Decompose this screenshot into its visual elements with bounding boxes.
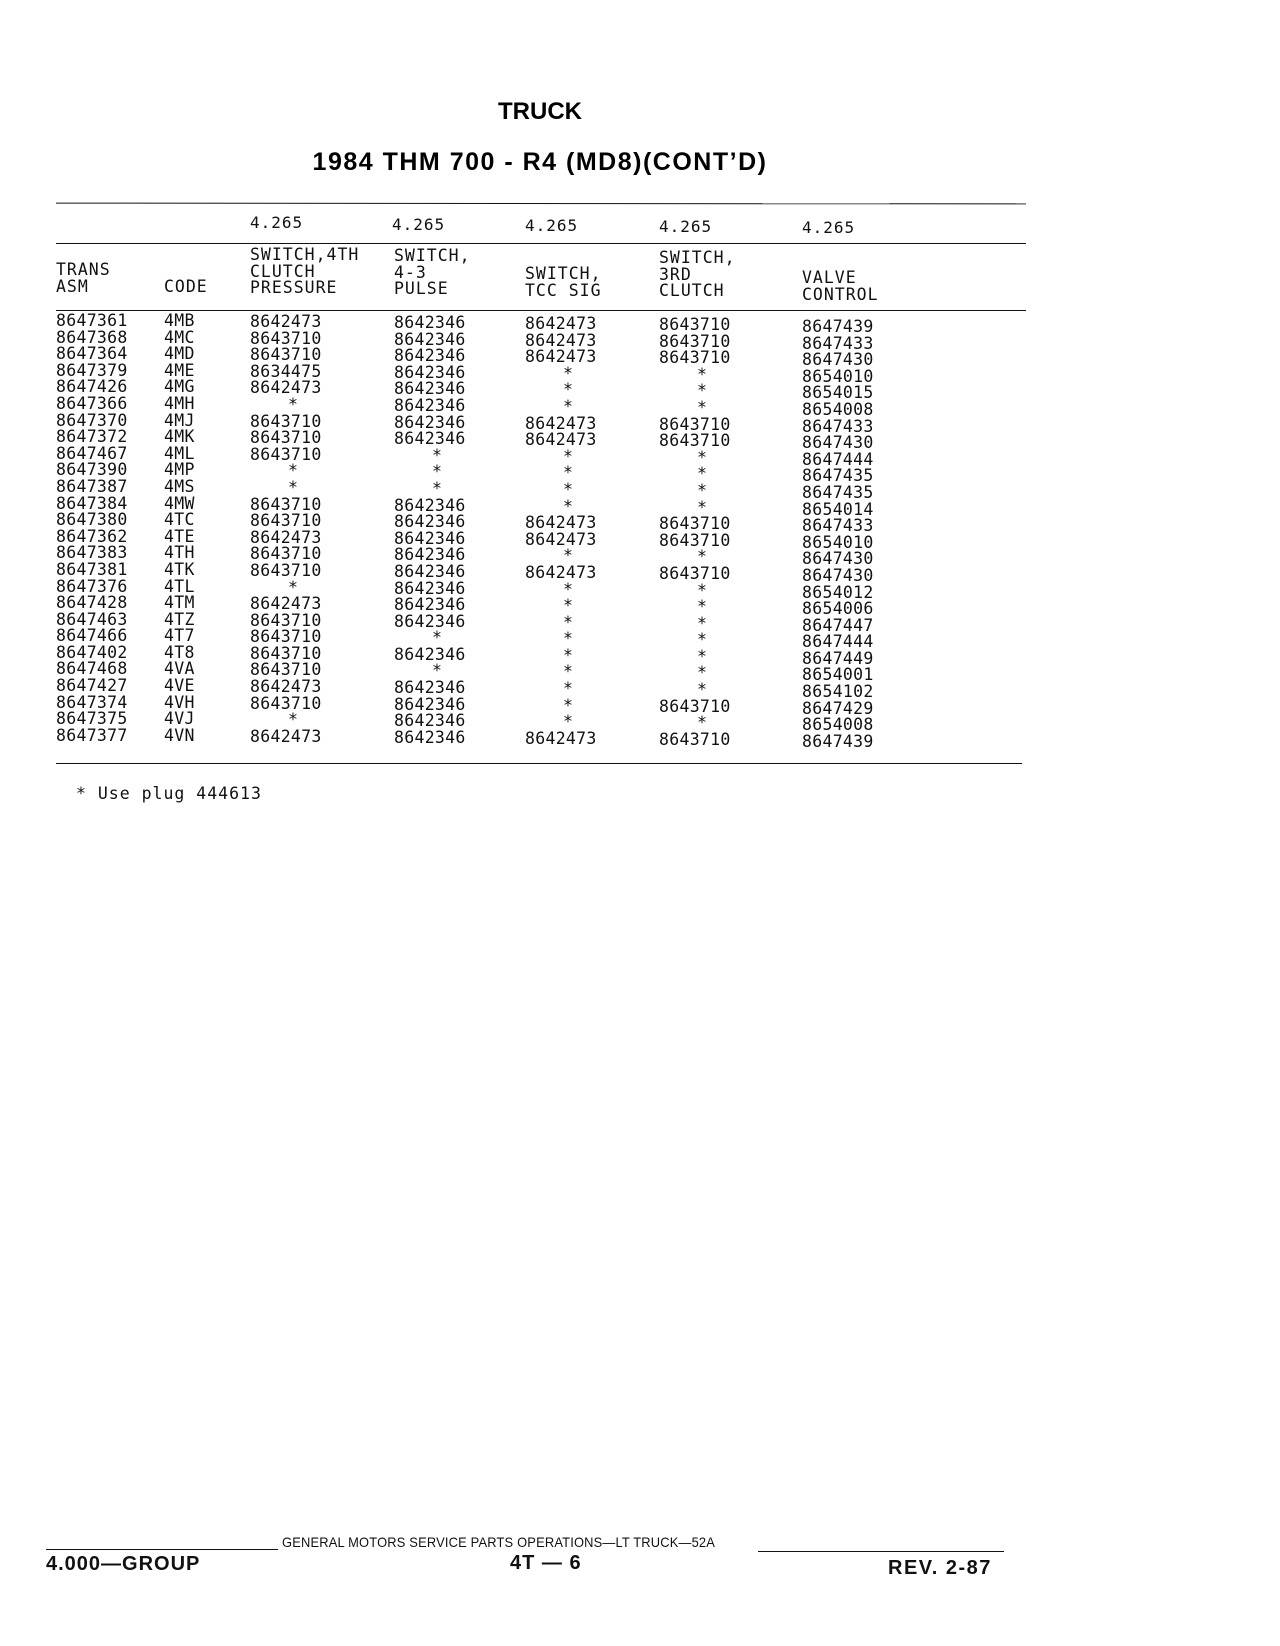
cell-switch-3rd: * [697,663,708,683]
table-body [0,311,1040,751]
cell-switch-4th: 8643710 [250,511,322,531]
cell-switch-tcc: * [563,463,574,483]
cell-valve: 8647433 [802,516,874,536]
table-row [0,327,1040,353]
cell-trans-asm: 8647375 [56,709,128,729]
cell-switch-tcc: * [563,695,574,715]
cell-valve: 8647430 [802,565,874,585]
cell-code: 4MG [164,377,195,397]
cell-switch-43: * [432,445,443,465]
footer-rule-right [758,1551,1004,1552]
cell-switch-43: * [432,478,443,498]
footer-group: 4.000—GROUP [46,1553,201,1575]
cell-switch-tcc: 8642473 [525,529,597,549]
cell-switch-tcc: 8642473 [525,413,597,433]
cell-code: 4TC [164,510,195,530]
cell-switch-43: 8642346 [394,395,466,415]
cell-code: 4TL [164,576,195,596]
table-bottom-rule [56,763,1022,764]
header-switch-4th: SWITCH,4TH CLUTCH PRESSURE [250,245,360,298]
cell-valve: 8647433 [802,333,874,353]
cell-trans-asm: 8647368 [56,327,128,347]
cell-switch-tcc: * [563,579,574,599]
cell-switch-4th: 8634475 [250,361,322,381]
cell-trans-asm: 8647463 [56,609,128,629]
cell-switch-tcc: 8642473 [525,330,597,350]
cell-switch-tcc: 8642473 [525,513,597,533]
table-row [0,493,1040,519]
cell-switch-3rd: * [697,480,708,500]
cell-switch-tcc: * [563,645,574,665]
cell-switch-43: 8642346 [394,578,466,598]
cell-switch-3rd: * [697,464,708,484]
cell-valve: 8647439 [802,731,874,751]
cell-switch-4th: * [288,394,299,414]
header-switch-3rd: SWITCH, 3RD CLUTCH [659,248,736,301]
cell-trans-asm: 8647383 [56,543,128,563]
cell-trans-asm: 8647426 [56,377,128,397]
cell-code: 4T8 [164,642,195,662]
cell-switch-4th: 8643710 [250,444,322,464]
table-row [0,659,1040,685]
cell-code: 4VH [164,692,195,712]
cell-valve: 8647430 [802,549,874,569]
cell-trans-asm: 8647377 [56,725,128,745]
ratio-switch-4th: 4.265 [250,213,304,232]
cell-trans-asm: 8647381 [56,559,128,579]
cell-switch-tcc: * [563,363,574,383]
cell-switch-43: 8642346 [394,412,466,432]
table-header-rule [56,310,1026,311]
cell-switch-3rd: 8643710 [659,431,731,451]
cell-trans-asm: 8647376 [56,576,128,596]
cell-switch-3rd: * [697,547,708,567]
cell-trans-asm: 8647384 [56,493,128,513]
page-subtitle: 1984 THM 700 - R4 (MD8)(CONT’D) [312,148,768,176]
cell-switch-4th: 8642473 [250,312,322,331]
cell-switch-43: 8642346 [394,528,466,548]
cell-switch-3rd: * [697,630,708,650]
cell-switch-3rd: * [697,713,708,733]
cell-code: 4MH [164,393,195,413]
cell-switch-4th: * [288,577,299,597]
cell-switch-43: 8642346 [394,727,466,747]
cell-switch-3rd: * [697,680,708,700]
cell-switch-3rd: * [697,447,708,467]
cell-valve: 8647444 [802,449,874,469]
cell-switch-3rd: 8643710 [659,563,731,583]
cell-valve: 8647435 [802,466,874,486]
cell-switch-43: 8642346 [394,329,466,349]
ratio-valve: 4.265 [802,218,856,237]
cell-switch-3rd: 8643710 [659,514,731,534]
cell-switch-43: 8642346 [394,545,466,565]
cell-switch-tcc: * [563,679,574,699]
cell-code: 4MP [164,460,195,480]
table-row [0,559,1040,585]
header-trans-asm: TRANS ASM [56,260,111,296]
cell-valve: 8654008 [802,399,874,419]
cell-trans-asm: 8647390 [56,460,128,480]
cell-switch-tcc: * [563,380,574,400]
cell-switch-4th: 8642473 [250,594,322,614]
cell-switch-4th: 8642473 [250,726,322,746]
cell-valve: 8654006 [802,599,874,619]
cell-trans-asm: 8647372 [56,427,128,447]
cell-code: 4T7 [164,626,195,646]
cell-switch-tcc: 8642473 [525,314,597,333]
cell-switch-3rd: 8643710 [659,696,731,716]
cell-switch-4th: 8643710 [250,693,322,713]
cell-switch-43: 8642346 [394,346,466,366]
cell-code: 4TH [164,543,195,563]
cell-code: 4MJ [164,410,195,430]
table-top-rule [56,203,1026,205]
cell-switch-4th: 8643710 [250,560,322,580]
cell-switch-3rd: * [697,497,708,517]
footer-revision: REV. 2-87 [888,1557,992,1579]
cell-code: 4VN [164,725,195,745]
cell-code: 4MK [164,427,195,447]
cell-trans-asm: 8647427 [56,676,128,696]
cell-switch-tcc: * [563,396,574,416]
cell-trans-asm: 8647362 [56,526,128,546]
cell-switch-tcc: * [563,446,574,466]
cell-code: 4MC [164,327,195,347]
cell-switch-43: 8642346 [394,694,466,714]
cell-trans-asm: 8647380 [56,510,128,530]
cell-switch-tcc: * [563,596,574,616]
cell-switch-3rd: 8643710 [659,331,731,351]
cell-valve: 8647429 [802,698,874,718]
cell-switch-4th: 8643710 [250,328,322,348]
cell-code: 4ML [164,443,195,463]
cell-switch-3rd: * [697,364,708,384]
cell-switch-43: 8642346 [394,512,466,532]
cell-code: 4ME [164,360,195,380]
cell-switch-4th: * [288,710,299,730]
cell-switch-tcc: * [563,662,574,682]
table-row [0,311,1040,336]
footer-rule-left [46,1549,278,1550]
cell-valve: 8647430 [802,350,874,370]
cell-switch-43: 8642346 [394,495,466,515]
cell-switch-4th: * [288,477,299,497]
cell-switch-43: 8642346 [394,644,466,664]
cell-switch-tcc: * [563,612,574,632]
cell-code: 4MD [164,344,195,364]
cell-code: 4TZ [164,609,195,629]
cell-trans-asm: 8647366 [56,393,128,413]
cell-switch-43: 8642346 [394,362,466,382]
cell-switch-3rd: * [697,597,708,617]
ratio-switch-43: 4.265 [392,215,446,234]
cell-valve: 8647447 [802,615,874,635]
cell-switch-4th: 8643710 [250,610,322,630]
cell-switch-4th: 8643710 [250,544,322,564]
cell-switch-3rd: * [697,397,708,417]
cell-switch-3rd: * [697,646,708,666]
footer-center-text: GENERAL MOTORS SERVICE PARTS OPERATIONS—LT TRUCK—52A [282,1534,716,1550]
cell-switch-3rd: * [697,580,708,600]
cell-trans-asm: 8647379 [56,360,128,380]
header-code: CODE [164,277,208,296]
cell-switch-3rd: * [697,613,708,633]
cell-switch-tcc: * [563,496,574,516]
header-valve: VALVE CONTROL [802,268,879,304]
cell-valve: 8647433 [802,416,874,436]
cell-switch-tcc: 8642473 [525,562,597,582]
cell-switch-tcc: 8642473 [525,347,597,367]
ratio-switch-tcc: 4.265 [525,216,579,235]
header-switch-43: SWITCH, 4-3 PULSE [394,246,471,299]
page-title: TRUCK [498,98,582,125]
cell-switch-3rd: 8643710 [659,530,731,550]
cell-switch-3rd: * [697,381,708,401]
cell-valve: 8654010 [802,366,874,386]
cell-switch-43: 8642346 [394,611,466,631]
cell-valve: 8654012 [802,582,874,602]
cell-valve: 8654102 [802,682,874,702]
cell-switch-tcc: * [563,629,574,649]
cell-switch-4th: * [288,461,299,481]
cell-switch-4th: 8643710 [250,428,322,448]
table-row [0,410,1040,436]
ratio-switch-3rd: 4.265 [659,217,713,236]
cell-switch-4th: 8643710 [250,345,322,365]
table-row [0,576,1040,602]
table-row [0,476,1040,502]
cell-trans-asm: 8647428 [56,593,128,613]
cell-trans-asm: 8647467 [56,443,128,463]
cell-code: 4MB [164,311,195,330]
cell-trans-asm: 8647402 [56,642,128,662]
cell-switch-3rd: 8643710 [659,315,731,334]
cell-switch-43: 8642346 [394,561,466,581]
cell-switch-tcc: * [563,479,574,499]
cell-code: 4VJ [164,709,195,729]
cell-code: 4MW [164,493,195,513]
cell-code: 4VE [164,676,195,696]
cell-trans-asm: 8647364 [56,344,128,364]
table-ratio-rule [56,243,1026,244]
cell-valve: 8647444 [802,632,874,652]
cell-trans-asm: 8647466 [56,626,128,646]
cell-valve: 8654014 [802,499,874,519]
cell-switch-43: 8642346 [394,711,466,731]
footer-page-number: 4T — 6 [510,1552,582,1574]
cell-switch-43: 8642346 [394,678,466,698]
cell-valve: 8654010 [802,532,874,552]
cell-switch-tcc: * [563,546,574,566]
cell-code: 4MS [164,476,195,496]
cell-valve: 8654015 [802,383,874,403]
cell-switch-tcc: * [563,712,574,732]
cell-valve: 8647439 [802,317,874,336]
cell-switch-tcc: 8642473 [525,430,597,450]
cell-switch-43: * [432,628,443,648]
footnote: * Use plug 444613 [76,784,262,803]
cell-code: 4VA [164,659,195,679]
cell-switch-4th: 8643710 [250,627,322,647]
cell-switch-3rd: 8643710 [659,729,731,749]
cell-valve: 8647435 [802,482,874,502]
cell-switch-4th: 8642473 [250,527,322,547]
cell-switch-4th: 8643710 [250,643,322,663]
cell-valve: 8647449 [802,648,874,668]
cell-trans-asm: 8647374 [56,692,128,712]
cell-switch-4th: 8643710 [250,660,322,680]
cell-valve: 8654001 [802,665,874,685]
cell-switch-43: 8642346 [394,595,466,615]
cell-switch-4th: 8642473 [250,378,322,398]
cell-switch-43: 8642346 [394,379,466,399]
cell-switch-3rd: 8643710 [659,414,731,434]
cell-valve: 8654008 [802,715,874,735]
cell-switch-tcc: 8642473 [525,728,597,748]
cell-switch-43: * [432,661,443,681]
cell-code: 4TK [164,559,195,579]
cell-trans-asm: 8647370 [56,410,128,430]
cell-switch-4th: 8643710 [250,411,322,431]
cell-switch-4th: 8642473 [250,677,322,697]
cell-switch-43: 8642346 [394,429,466,449]
cell-valve: 8647430 [802,433,874,453]
cell-switch-3rd: 8643710 [659,348,731,368]
cell-switch-43: * [432,462,443,482]
cell-trans-asm: 8647361 [56,311,128,330]
header-switch-tcc: SWITCH, TCC SIG [525,264,602,300]
cell-switch-43: 8642346 [394,313,466,332]
cell-trans-asm: 8647387 [56,476,128,496]
cell-switch-4th: 8643710 [250,494,322,514]
cell-code: 4TE [164,526,195,546]
cell-trans-asm: 8647468 [56,659,128,679]
cell-code: 4TM [164,593,195,613]
